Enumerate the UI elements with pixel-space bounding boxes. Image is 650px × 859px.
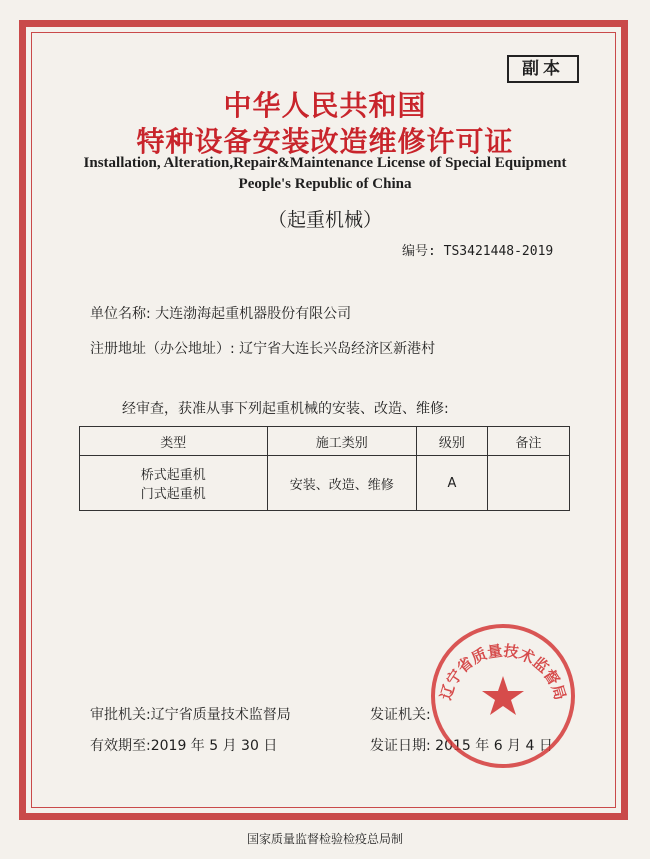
issuing-authority: 发证机关: (370, 707, 431, 723)
title-en-line2: People's Republic of China (238, 176, 412, 192)
title-cn-line1: 中华人民共和国 (223, 89, 427, 122)
official-seal-icon (428, 621, 578, 771)
header-type: 类型 (80, 427, 268, 456)
cell-work: 安装、改造、维修 (267, 456, 416, 511)
type-line1: 桥式起重机 (140, 468, 206, 483)
cell-type (80, 456, 268, 511)
header-work-category: 施工类别 (267, 427, 416, 456)
type-line2: 门式起重机 (140, 487, 206, 502)
seal-text: 辽宁省质量技术监督局 (436, 641, 570, 703)
header-remark: 备注 (488, 427, 570, 456)
table-header-row (80, 427, 570, 456)
registered-address: 注册地址（办公地址）: 辽宁省大连长兴岛经济区新港村 (90, 341, 436, 357)
scope-table (79, 426, 570, 511)
cell-level: A (416, 456, 487, 511)
table-row (80, 456, 570, 511)
header-level: 级别 (416, 427, 487, 456)
title-cn-line2: 特种设备安装改造维修许可证 (136, 125, 514, 158)
cell-remark (488, 456, 570, 511)
valid-until: 有效期至:2019 年 5 月 30 日 (90, 738, 278, 754)
approval-intro: 经审查，获准从事下列起重机械的安装、改造、维修: (122, 401, 449, 417)
category-label: （起重机械） (267, 209, 382, 231)
certificate-number: 编号: TS3421448-2019 (402, 244, 554, 259)
unit-name: 单位名称: 大连渤海起重机器股份有限公司 (90, 306, 352, 322)
issue-date: 发证日期: 2015 年 6 月 4 日 (370, 738, 553, 754)
issuer-footer: 国家质量监督检验检疫总局制 (246, 832, 403, 846)
approval-authority: 审批机关:辽宁省质量技术监督局 (90, 707, 291, 723)
title-en-line1: Installation, Alteration,Repair&Maintenance License of Special Equipment (83, 155, 567, 171)
copy-badge: 副本 (507, 55, 579, 83)
